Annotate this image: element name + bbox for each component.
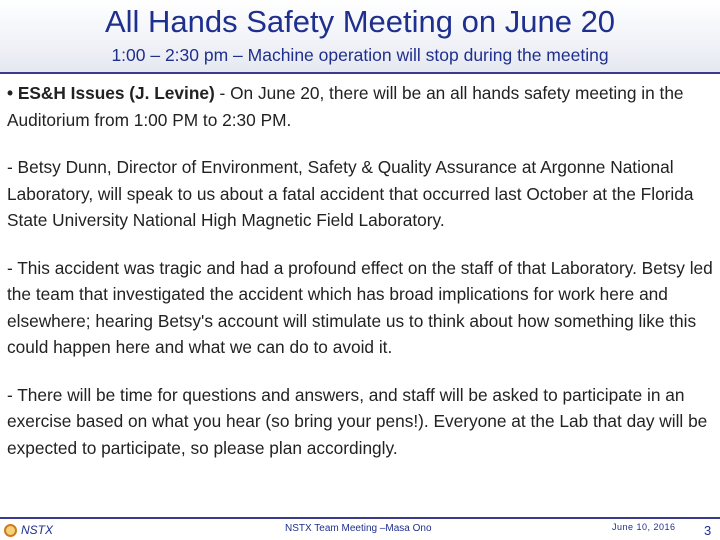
slide-subtitle: 1:00 – 2:30 pm – Machine operation will stop during the meeting bbox=[111, 45, 609, 65]
slide-title: All Hands Safety Meeting on June 20 bbox=[104, 4, 616, 39]
footer-date: June 10, 2016 bbox=[612, 522, 676, 532]
page-number: 3 bbox=[704, 523, 712, 538]
header-divider bbox=[0, 72, 720, 74]
paragraph-speaker: - Betsy Dunn, Director of Environment, Safety & Quality Assurance at Argonne National Laboratory, will speak to us about a fatal accident that occurred last October at the Florida State University National High Magnetic Field Laboratory. bbox=[7, 157, 694, 230]
footer-meeting: NSTX Team Meeting –Masa Ono bbox=[285, 523, 432, 534]
footer-divider bbox=[0, 517, 720, 519]
slide-header bbox=[0, 0, 720, 72]
nstx-logo-icon bbox=[4, 524, 17, 537]
footer-logo bbox=[4, 521, 53, 539]
bullet-lead: • ES&H Issues (J. Levine) bbox=[7, 83, 215, 103]
paragraph-accident: - This accident was tragic and had a profound effect on the staff of that Laboratory. Betsy led the team that investigated the accident which has broad implications for work here and elsewhere; hearing Betsy's account will stimulate us to think about how something like this could happen here and what we can do to avoid it. bbox=[7, 257, 713, 357]
bullet-text: - On June 20, there will be an all hands safety meeting in the Auditorium from 1:00 PM to 2:30 PM. bbox=[7, 83, 684, 130]
footer-logo-text: NSTX bbox=[21, 523, 54, 537]
slide-body bbox=[7, 80, 715, 461]
paragraph-participation: - There will be time for questions and answers, and staff will be asked to participate in an exercise based on what you hear (so bring your pens!). Everyone at the Lab that day will be expected to participate, so please plan accordingly. bbox=[7, 384, 708, 458]
paragraph-es-h-issues bbox=[7, 80, 715, 133]
